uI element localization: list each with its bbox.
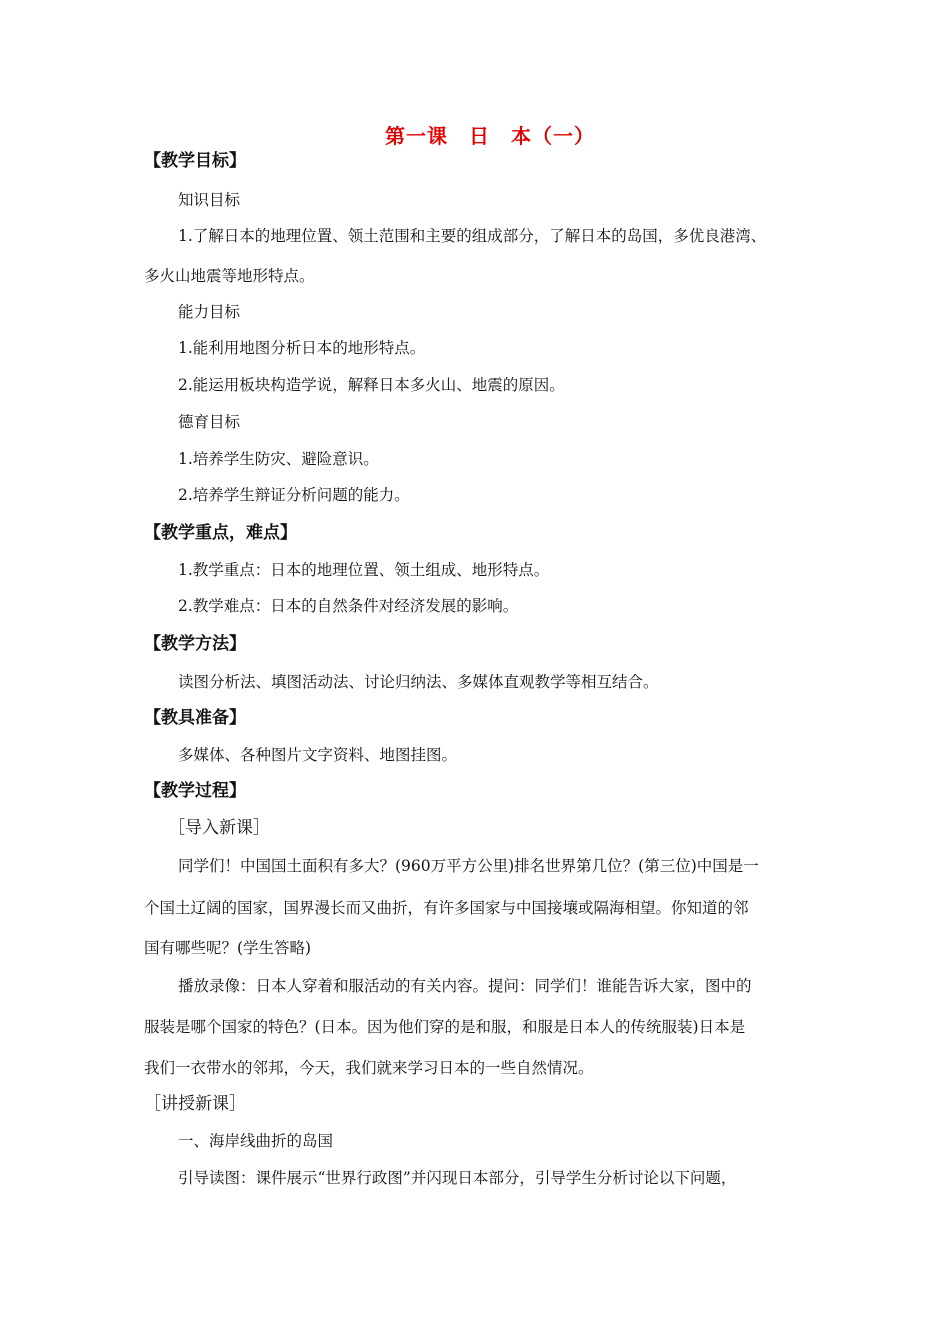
document-title: 第一课 日 本（一） (385, 124, 595, 148)
part1-title: 一、海岸线曲折的岛国 (178, 1132, 334, 1150)
knowledge-item: 1.了解日本的地理位置、领土范围和主要的组成部分，了解日本的岛国，多优良港湾、 (178, 227, 767, 245)
key-point-item: 1.教学重点：日本的地理位置、领土组成、地形特点。 (178, 561, 550, 579)
intro-heading: ［导入新课］ (168, 818, 270, 838)
objectives-heading: 【教学目标】 (144, 151, 246, 171)
knowledge-item-continued: 多火山地震等地形特点。 (144, 267, 315, 285)
knowledge-label: 知识目标 (178, 191, 241, 209)
video-line: 播放录像：日本人穿着和服活动的有关内容。提问：同学们！谁能告诉大家，图中的 (178, 977, 752, 995)
ability-item: 2.能运用板块构造学说，解释日本多火山、地震的原因。 (178, 376, 565, 394)
moral-item: 1.培养学生防灾、避险意识。 (178, 450, 379, 468)
ability-item: 1.能利用地图分析日本的地形特点。 (178, 339, 426, 357)
tools-heading: 【教具准备】 (144, 708, 246, 728)
video-line: 服装是哪个国家的特色？(日本。因为他们穿的是和服，和服是日本人的传统服装)日本是 (144, 1018, 746, 1036)
lecture-heading: ［讲授新课］ (144, 1094, 246, 1114)
key-points-heading: 【教学重点，难点】 (144, 523, 297, 543)
tools-text: 多媒体、各种图片文字资料、地图挂图。 (178, 746, 458, 764)
intro-line: 同学们！中国国土面积有多大？(960万平方公里)排名世界第几位？(第三位)中国是一 (178, 857, 759, 875)
moral-label: 德育目标 (178, 413, 241, 431)
intro-line: 国有哪些呢？(学生答略) (144, 939, 312, 957)
methods-heading: 【教学方法】 (144, 634, 246, 654)
video-line: 我们一衣带水的邻邦，今天，我们就来学习日本的一些自然情况。 (144, 1059, 594, 1077)
part1-line: 引导读图：课件展示“世界行政图”并闪现日本部分，引导学生分析讨论以下问题， (178, 1169, 737, 1187)
key-point-item: 2.教学难点：日本的自然条件对经济发展的影响。 (178, 597, 519, 615)
process-heading: 【教学过程】 (144, 781, 246, 801)
moral-item: 2.培养学生辩证分析问题的能力。 (178, 486, 410, 504)
ability-label: 能力目标 (178, 303, 241, 321)
methods-text: 读图分析法、填图活动法、讨论归纳法、多媒体直观教学等相互结合。 (178, 673, 659, 691)
intro-line: 个国土辽阔的国家，国界漫长而又曲折，有许多国家与中国接壤或隔海相望。你知道的邻 (144, 899, 749, 917)
